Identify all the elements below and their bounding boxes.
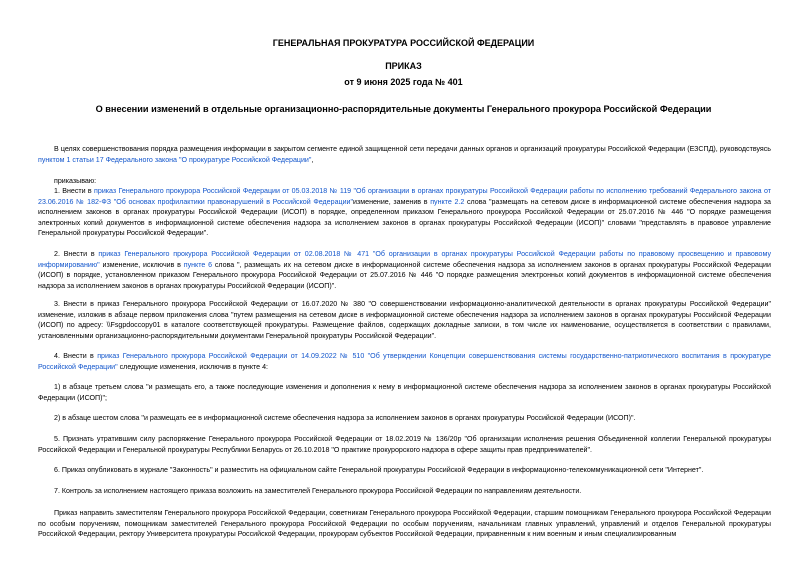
intro-text: В целях совершенствования порядка размещения информации в закрытом сегменте единой защищенной сети передачи данных органов и организаций прокуратуры Российской Федерации (ЕЗСПД), руководствуясь [54, 145, 771, 153]
item-4-sub-2: 2) в абзаце шестом слова "и размещать ее в информационной системе обеспечения надзора за исполнением законов в органах прокуратуры Российской Федерации (ИСОП)". [54, 414, 636, 422]
item-1-text-3: слова "размещать на сетевом диске в информационной системе обеспечения надзора за исполнением законов в органах прокуратуры Российской Федерации (ИСОП) в порядке, определенном приказом Генерального прокурора Российской Федерации от 25.07.2016 № 446 "О порядке размещения электронных копий документов в информационной системе обеспечения надзора за исполнением законов в органах прокуратуры Российской Федерации (ИСОП)" словами "представлять в правовое управление Генеральной прокуратуры Российской Федерации". [38, 197, 772, 238]
item-6: 6. Приказ опубликовать в журнале "Законность" и разместить на официальном сайте Генеральной прокуратуры Российской Федерации в информационно-телекоммуникационной сети "Интернет". [54, 466, 704, 474]
item-1-clause-link[interactable]: пункте 2.2 [430, 197, 465, 206]
order-word: приказываю: [54, 177, 97, 185]
item-4-text-2: следующие изменения, исключив в пункте 4: [117, 362, 269, 371]
item-2-order-link[interactable]: приказ Генерального прокурора Российской Федерации от 02.08.2018 № 471 "Об организации в органах прокуратуры Российской Федерации работы по правовому просвещению и правовому информированию" [38, 250, 771, 269]
item-1-order-link[interactable]: приказ Генерального прокурора Российской Федерации от 05.03.2018 № 119 "Об организации в органах прокуратуры Российской Федерации работы по исполнению требований Федерального закона от 23.06.2016 № 182-ФЗ "Об основах профилактики правонарушений в Российской Федерации" [38, 187, 772, 206]
final-paragraph: Приказ направить заместителям Генерального прокурора Российской Федерации, советникам Генерального прокурора Российской Федерации, старшим помощникам Генерального прокурора Российской Федерации по особым поручениям, помощникам заместителей Генерального прокурора Российской Федерации по особым поручениям, начальникам главных управлений, управлений и отделов Генеральной прокуратуры Российской Федерации, ректору Университета прокуратуры Российской Федерации, прокурорам субъектов Российской Федерации, приравненным к ним военным и иным специализированным [38, 509, 771, 539]
item-2 [38, 249, 771, 291]
document-title: О внесении изменений в отдельные организационно-распорядительные документы Генерального прокурора Российской Федерации [95, 104, 712, 114]
item-1-text: 1. Внести в [54, 187, 95, 195]
organization-heading: ГЕНЕРАЛЬНАЯ ПРОКУРАТУРА РОССИЙСКОЙ ФЕДЕРАЦИИ [272, 38, 535, 48]
item-2-text-2: изменение, исключив в [99, 260, 184, 269]
item-4 [38, 351, 771, 372]
item-3-text: 3. Внести в приказ Генерального прокурора Российской Федерации от 16.07.2020 № 380 "О совершенствовании информационно-аналитической деятельности в органах прокуратуры Российской Федерации" изменение, изложив в абзаце первом приложения слова "путем размещения на сетевом диске в информационной системе обеспечения надзора за исполнением законов в органах прокуратуры Российской Федерации (ИСОП) по адресу: \\Fsgpdoccopy01 в каталоге соответствующей прокуратуры. Размещение файлов, содержащих докладные записки, в том числе их наименование, осуществляется в соответствии с правилами, установленными организационно-распорядительными документами Генеральной прокуратуры Российской Федерации". [38, 300, 771, 340]
document-type: ПРИКАЗ [385, 61, 422, 71]
item-4-sub-1: 1) в абзаце третьем слова "и размещать его, а также последующие изменения и дополнения к нему в информационной системе обеспечения надзора за исполнением законов в органах прокуратуры Российской Федерации (ИСОП)"; [38, 383, 771, 402]
item-1 [38, 186, 771, 239]
intro-paragraph [38, 144, 771, 165]
item-2-text-3: слова ", размещать их на сетевом диске в информационной системе обеспечения надзора за исполнением законов в органах прокуратуры Российской Федерации (ИСОП) в порядке, установленном приказом Генерального прокурора Российской Федерации от 25.07.2016 № 446 "О порядке размещения электронных копий документов в информационной системе обеспечения надзора за исполнением законов в органах прокуратуры Российской Федерации (ИСОП)". [38, 260, 771, 290]
item-2-text: 2. Внести в [54, 250, 99, 258]
item-1-text-2: изменение, заменив в [353, 197, 431, 206]
intro-text-end: , [311, 155, 314, 164]
item-4-order-link[interactable]: приказ Генерального прокурора Российской Федерации от 14.09.2022 № 510 "Об утверждении Концепции совершенствования системы государственно-патриотического воспитания в прокуратуре Российской Федерации" [38, 352, 771, 371]
intro-law-link[interactable]: пунктом 1 статьи 17 Федерального закона "О прокуратуре Российской Федерации" [38, 155, 312, 164]
item-5: 5. Признать утратившим силу распоряжение Генерального прокурора Российской Федерации от 18.02.2019 № 136/20р "Об организации исполнения решения Объединенной коллегии Генеральной прокуратуры Российской Федерации и Генеральной прокуратуры Республики Беларусь от 26.10.2018 "О практике прокурорского надзора в сфере защиты прав предпринимателей". [38, 435, 771, 454]
item-4-text: 4. Внести в [54, 352, 98, 360]
item-2-clause-link[interactable]: пункте 6 [183, 260, 213, 269]
item-3 [38, 299, 771, 341]
item-7: 7. Контроль за исполнением настоящего приказа возложить на заместителей Генерального прокурора Российской Федерации по направлениям деятельности. [54, 487, 582, 495]
date-number: от 9 июня 2025 года № 401 [344, 77, 463, 87]
